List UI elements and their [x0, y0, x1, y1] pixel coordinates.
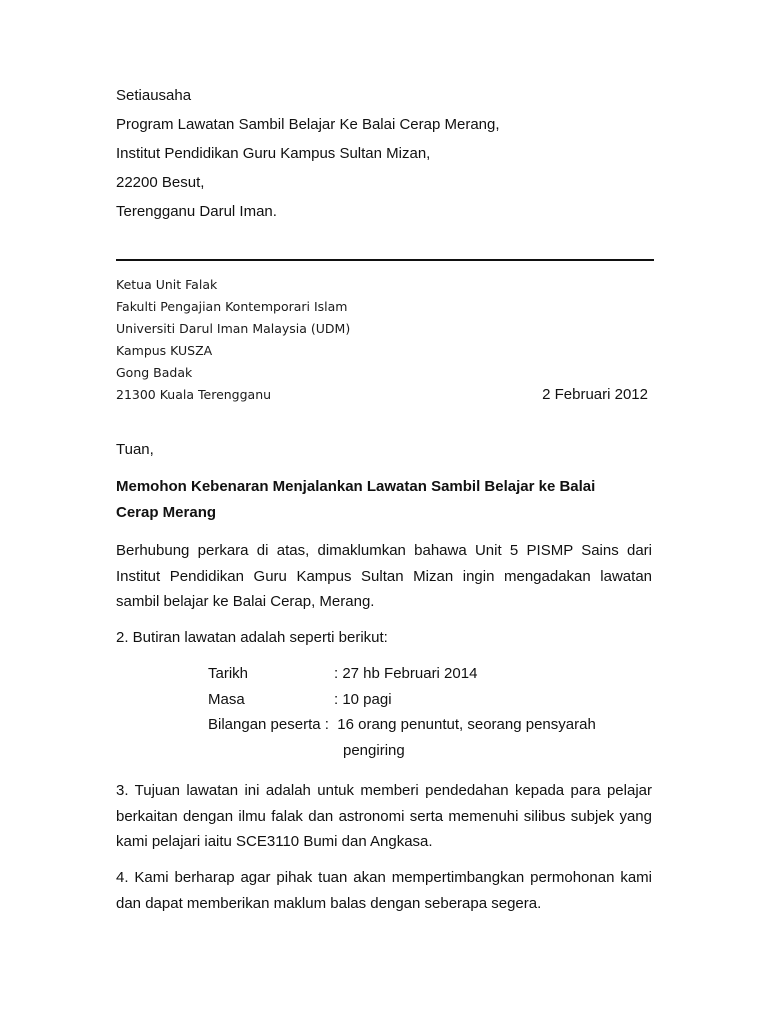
detail-masa-label: Masa: [208, 691, 245, 708]
salutation: Tuan,: [116, 441, 154, 458]
recipient-line-5: Gong Badak: [116, 365, 193, 380]
recipient-line-2: Fakulti Pengajian Kontemporari Islam: [116, 299, 348, 314]
detail-masa: [208, 691, 392, 709]
detail-tarikh: [208, 665, 477, 683]
sender-line-3: Institut Pendidikan Guru Kampus Sultan Mizan,: [116, 145, 431, 162]
detail-bilangan-value: 16 orang penuntut, seorang pensyarah: [337, 716, 596, 733]
sender-line-1: Setiausaha: [116, 87, 192, 104]
detail-masa-value: : 10 pagi: [334, 691, 392, 708]
header-divider: [116, 259, 654, 261]
recipient-line-3: Universiti Darul Iman Malaysia (UDM): [116, 321, 351, 336]
detail-bilangan-label: Bilangan peserta :: [208, 716, 329, 733]
sender-line-2: Program Lawatan Sambil Belajar Ke Balai Cerap Merang,: [116, 116, 500, 133]
letter-date: 2 Februari 2012: [542, 386, 648, 403]
paragraph-1: Berhubung perkara di atas, dimaklumkan bahawa Unit 5 PISMP Sains dari Institut Pendidikan Guru Kampus Sultan Mizan ingin mengadakan lawatan sambil belajar ke Balai Cerap, Merang.: [116, 542, 652, 610]
paragraph-3: 3. Tujuan lawatan ini adalah untuk memberi pendedahan kepada para pelajar berkaitan dengan ilmu falak dan astronomi serta memenuhi silibus subjek yang kami pelajari iaitu SCE3110 Bumi dan Angkasa.: [116, 782, 652, 850]
letter-subject: Memohon Kebenaran Menjalankan Lawatan Sambil Belajar ke Balai Cerap Merang: [116, 478, 596, 521]
recipient-line-1: Ketua Unit Falak: [116, 277, 218, 292]
sender-line-4: 22200 Besut,: [116, 174, 205, 191]
detail-tarikh-label: Tarikh: [208, 665, 249, 682]
recipient-line-4: Kampus KUSZA: [116, 343, 213, 358]
detail-tarikh-value: : 27 hb Februari 2014: [334, 665, 478, 682]
paragraph-4: 4. Kami berharap agar pihak tuan akan mempertimbangkan permohonan kami dan dapat memberikan maklum balas dengan seberapa segera.: [116, 869, 652, 912]
recipient-line-6: 21300 Kuala Terengganu: [116, 387, 272, 402]
paragraph-2: 2. Butiran lawatan adalah seperti berikut:: [116, 629, 388, 646]
detail-bilangan: [208, 716, 596, 734]
detail-bilangan-continued: pengiring: [343, 742, 405, 759]
sender-line-5: Terengganu Darul Iman.: [116, 203, 277, 220]
